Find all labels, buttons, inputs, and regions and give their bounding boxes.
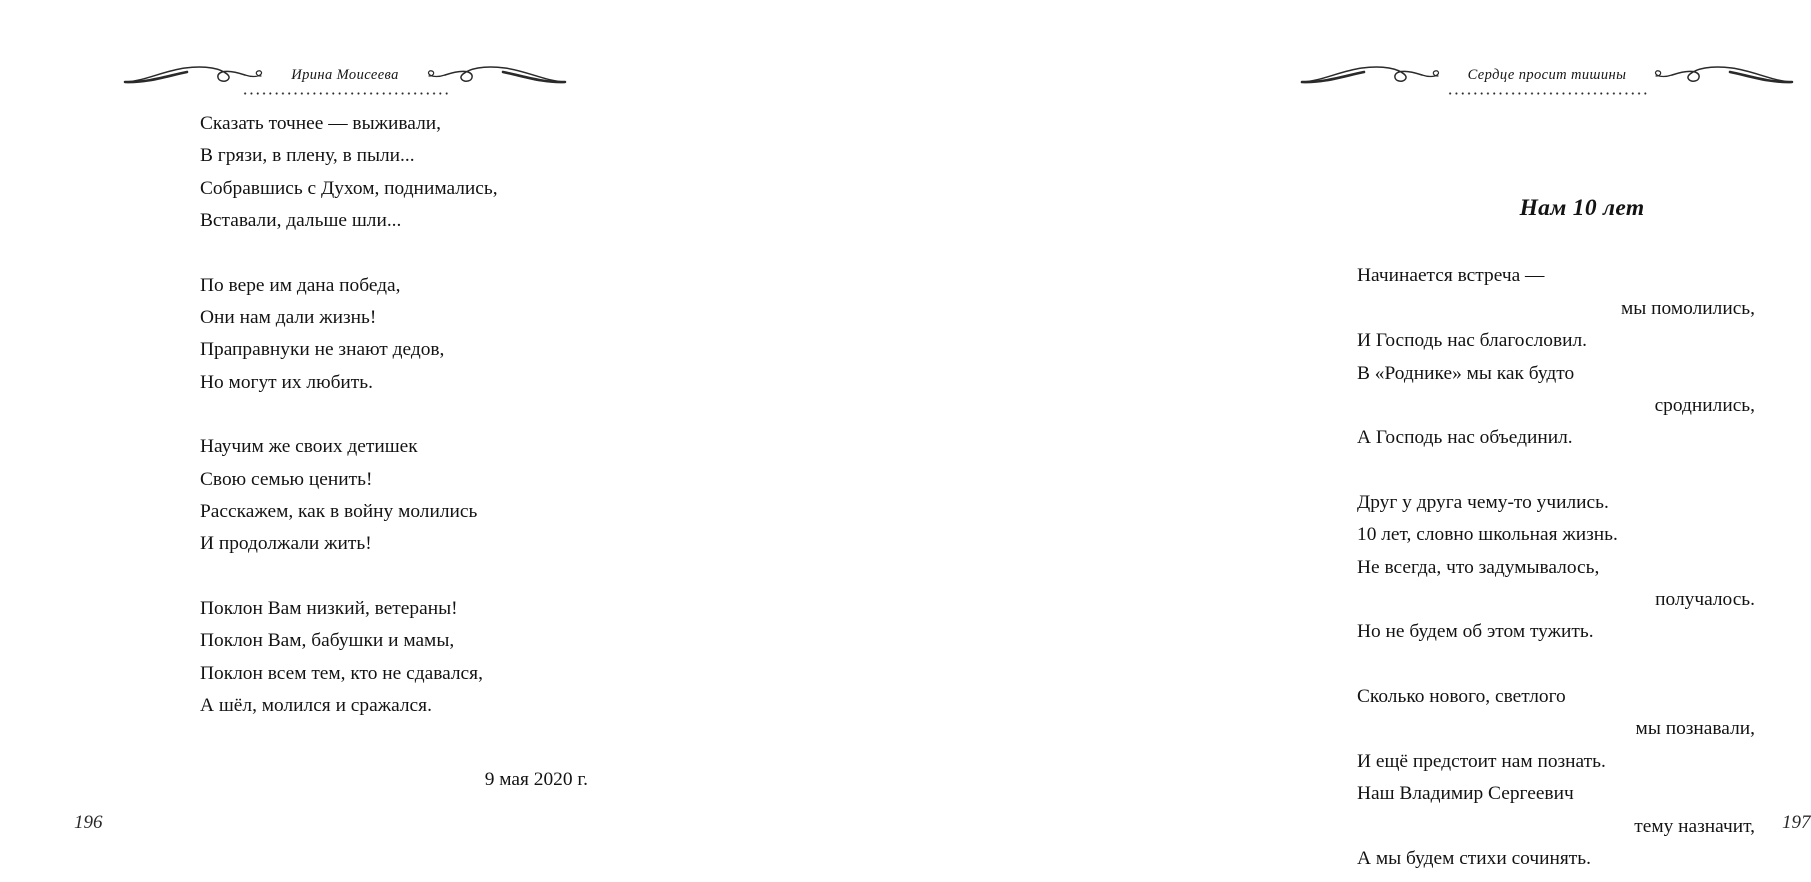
right-poem-body bbox=[1357, 192, 1757, 875]
poem-line: Но не будем об этом тужить. bbox=[1357, 621, 1594, 643]
poem-line: Поклон Вам, бабушки и мамы, bbox=[200, 630, 455, 652]
poem-line: Не всегда, что задумывалось, bbox=[1357, 556, 1600, 578]
poem-line: Свою семью ценить! bbox=[200, 468, 373, 490]
poem-line: И ещё предстоит нам познать. bbox=[1357, 750, 1606, 772]
dotted-rule-ornament bbox=[242, 92, 450, 95]
poem-line: Они нам дали жизнь! bbox=[200, 307, 377, 329]
left-running-head bbox=[100, 62, 590, 104]
swash-flourish-ornament-icon bbox=[1300, 63, 1450, 87]
left-poem-body bbox=[200, 108, 600, 796]
poem-line: Собравшись с Духом, поднимались, bbox=[200, 177, 498, 199]
poem-dateline: 9 мая 2020 г. bbox=[484, 768, 588, 790]
poem-line: мы помолились, bbox=[1621, 297, 1755, 319]
stanza bbox=[1357, 260, 1757, 454]
swash-flourish-ornament-icon bbox=[123, 63, 273, 87]
dotted-rule-ornament bbox=[1447, 92, 1647, 95]
stanza bbox=[1357, 681, 1757, 875]
poem-line: мы познавали, bbox=[1635, 718, 1755, 740]
poem-line: Поклон всем тем, кто не сдавался, bbox=[200, 662, 483, 684]
poem-line: И Господь нас благословил. bbox=[1357, 330, 1587, 352]
left-page bbox=[0, 0, 630, 882]
poem-line: Сколько нового, светлого bbox=[1357, 685, 1566, 707]
poem-line: Друг у друга чему-то учились. bbox=[1357, 491, 1609, 513]
stanza bbox=[200, 593, 600, 723]
stanza bbox=[200, 431, 600, 561]
poem-line: Поклон Вам низкий, ветераны! bbox=[200, 597, 458, 619]
poem-line: сроднились, bbox=[1654, 395, 1755, 417]
poem-line: А Господь нас объединил. bbox=[1357, 427, 1573, 449]
poem-line: Но могут их любить. bbox=[200, 371, 373, 393]
stanza bbox=[200, 270, 600, 400]
poem-line: Вставали, дальше шли... bbox=[200, 210, 402, 232]
right-running-head-row bbox=[1302, 62, 1792, 88]
poem-line: Сказать точнее — выживали, bbox=[200, 113, 441, 134]
poem-line: По вере им дана победа, bbox=[200, 274, 401, 296]
poem-line: А мы будем стихи сочинять. bbox=[1357, 847, 1591, 869]
swash-flourish-ornament-mirrored-icon bbox=[417, 63, 567, 87]
swash-flourish-ornament-mirrored-icon bbox=[1644, 63, 1794, 87]
poem-line: Начинается встреча — bbox=[1357, 265, 1545, 287]
page-number-right: 197 bbox=[1782, 812, 1811, 833]
poem-line: 10 лет, словно школьная жизнь. bbox=[1357, 524, 1618, 546]
poem-line: Наш Владимир Сергеевич bbox=[1357, 783, 1574, 805]
left-running-head-text: Ирина Моисеева bbox=[291, 66, 399, 83]
poem-title: Нам 10 лет bbox=[1519, 195, 1645, 221]
poem-line: Научим же своих детишек bbox=[200, 436, 418, 458]
poem-line: И продолжали жить! bbox=[200, 533, 372, 555]
poem-line: А шёл, молился и сражался. bbox=[200, 695, 432, 717]
page-number-left: 196 bbox=[74, 812, 103, 833]
right-running-head bbox=[1302, 62, 1792, 104]
poem-line: получалось. bbox=[1655, 589, 1755, 611]
poem-line: тему назначит, bbox=[1634, 815, 1755, 837]
stanza bbox=[1357, 487, 1757, 649]
right-page bbox=[630, 0, 1811, 882]
poem-line: Расскажем, как в войну молились bbox=[200, 501, 478, 523]
stanza bbox=[200, 108, 600, 238]
poem-line: В грязи, в плену, в пыли... bbox=[200, 145, 415, 167]
right-running-head-text: Сердце просит тишины bbox=[1467, 66, 1627, 83]
poem-line: В «Роднике» мы как будто bbox=[1357, 362, 1575, 384]
left-running-head-row bbox=[100, 62, 590, 88]
poem-line: Праправнуки не знают дедов, bbox=[200, 339, 445, 361]
